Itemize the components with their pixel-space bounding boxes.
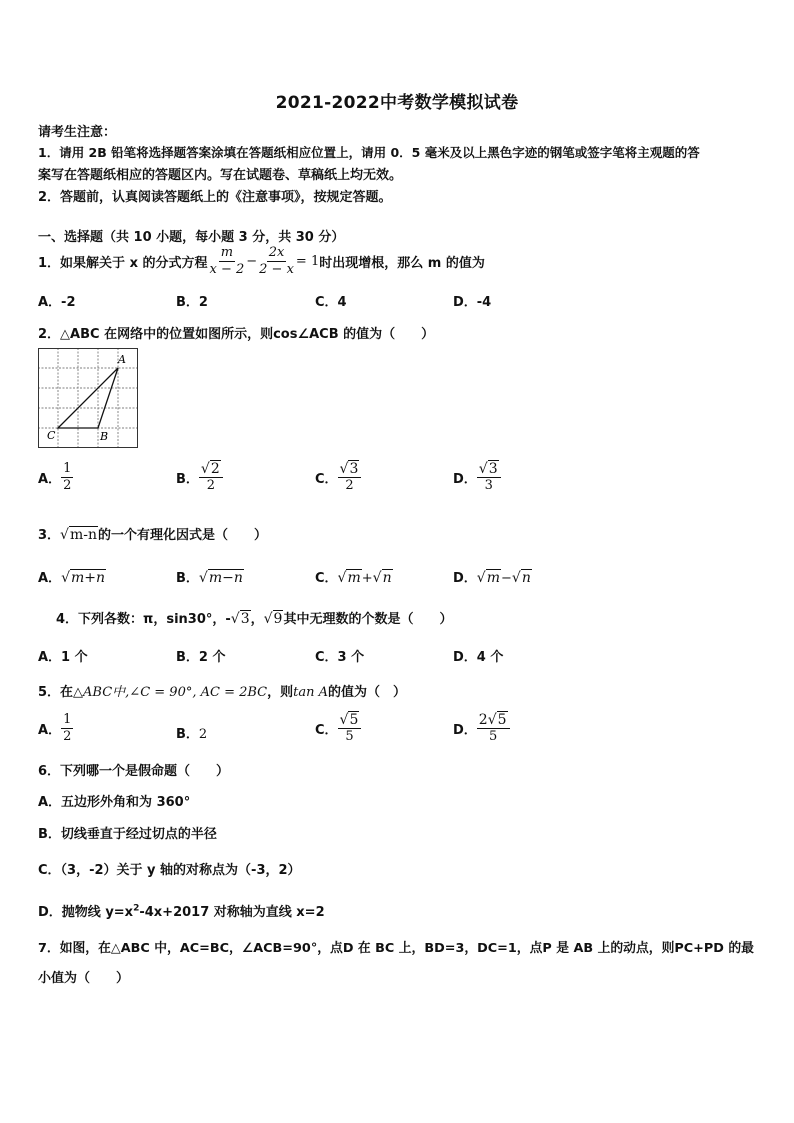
q6-stem: 6．下列哪一个是假命题（ ） — [38, 764, 230, 779]
q6-d-pre: D．抛物线 y=x — [38, 905, 134, 920]
q5-a-fraction — [61, 712, 73, 745]
q5-d-coef: 2 — [478, 712, 488, 728]
q2-d-num: √3 — [477, 461, 501, 478]
q4-radical-1: √3 — [230, 611, 250, 627]
q1-option-d[interactable]: D．-4 — [453, 295, 492, 310]
q4-option-a[interactable]: A．1 个 — [38, 650, 88, 665]
q5-b-value: 2 — [198, 727, 208, 742]
q3-prefix: 3． — [38, 528, 61, 543]
q5-d-num: 2√5 — [477, 712, 510, 729]
q2-c-fraction — [338, 461, 362, 494]
q5-d-fraction — [477, 712, 510, 745]
q3-suffix: 的一个有理化因式是（ ） — [98, 528, 268, 543]
label-b: B — [100, 430, 109, 443]
label-a: A — [118, 353, 126, 366]
triangle-abc — [58, 368, 118, 428]
q4-suffix: 其中无理数的个数是（ ） — [283, 612, 453, 627]
q1-f2-den: 2 − x — [259, 262, 294, 277]
q6-d-exponent: 2 — [133, 903, 140, 914]
q2-option-c[interactable] — [315, 461, 361, 494]
q5-c-den: 5 — [345, 729, 354, 744]
q5-mid: ，则 — [267, 685, 294, 700]
q2-c-den: 2 — [345, 478, 354, 493]
q2-b-num: √2 — [199, 461, 223, 478]
notice-line-1a: 1．请用 2B 铅笔将选择题答案涂填在答题纸相应位置上，请用 0．5 毫米及以上黑色字迹的钢笔或签字笔将主观题的答 — [38, 145, 700, 160]
q6-option-a[interactable]: A．五边形外角和为 360° — [38, 795, 191, 810]
q3-c-radical-1: √m — [337, 570, 361, 586]
q4-radical-2: √9 — [263, 611, 283, 627]
q3-radical: √m-n — [60, 527, 97, 543]
q3-b-label: B． — [176, 571, 199, 586]
q3-option-a[interactable] — [38, 567, 106, 586]
q6-option-d[interactable] — [38, 901, 325, 920]
q2-b-den: 2 — [206, 478, 215, 493]
q3-c-radicand-1: m — [347, 570, 361, 586]
q4-option-c[interactable]: C．3 个 — [315, 650, 365, 665]
q1-suffix: 时出现增根，那么 m 的值为 — [319, 256, 485, 271]
q6-option-c[interactable]: C．（3，-2）关于 y 轴的对称点为（-3，2） — [38, 863, 301, 878]
q3-d-radicand-2: n — [521, 570, 531, 586]
q1-f1-num: m — [220, 245, 234, 260]
q5-option-b[interactable] — [176, 723, 207, 742]
notice-heading: 请考生注意： — [38, 125, 117, 140]
q5-d-radicand: 5 — [497, 712, 507, 728]
q1-prefix: 1．如果解关于 x 的分式方程 — [38, 256, 208, 271]
notice-line-1b: 案写在答题纸相应的答题区内。写在试题卷、草稿纸上均无效。 — [38, 168, 403, 183]
q7-line-2: 小值为（ ） — [38, 971, 130, 986]
q5-math: △ABC中,∠C = 90°, AC = 2BC — [73, 685, 268, 700]
q3-c-label: C． — [315, 571, 338, 586]
q4-radicand-2: 9 — [273, 611, 283, 627]
q5-a-num: 1 — [63, 712, 72, 727]
q2-a-label: A． — [38, 472, 62, 487]
q5-c-fraction — [338, 712, 362, 745]
q1-fraction-2 — [257, 245, 296, 278]
q2-d-fraction — [477, 461, 501, 494]
section-heading: 一、选择题（共 10 小题，每小题 3 分，共 30 分） — [38, 230, 345, 245]
q1-option-c[interactable]: C．4 — [315, 295, 347, 310]
q2-d-den: 3 — [484, 478, 493, 493]
q4-option-b[interactable]: B．2 个 — [176, 650, 226, 665]
q7-line-1: 7．如图，在△ABC 中，AC=BC，∠ACB=90°，点D 在 BC 上，BD=3，DC=1，点P 是 AB 上的动点，则PC+PD 的最 — [38, 941, 754, 956]
q3-a-radicand: m+n — [70, 570, 106, 586]
q1-f2-num: 2x — [268, 245, 285, 260]
q2-d-label: D． — [453, 472, 477, 487]
q3-d-radicand-1: m — [486, 570, 500, 586]
q5-tan: tan A — [293, 685, 329, 700]
q5-option-a[interactable] — [38, 712, 73, 745]
grid-triangle-svg — [38, 348, 138, 448]
notice-line-2: 2．答题前，认真阅读答题纸上的《注意事项》，按规定答题。 — [38, 190, 392, 205]
q2-stem: 2．△ABC 在网络中的位置如图所示，则cos∠ACB 的值为（ ） — [38, 327, 435, 342]
q1-fraction-1 — [207, 245, 246, 278]
q1-option-b[interactable]: B．2 — [176, 295, 208, 310]
q3-d-label: D． — [453, 571, 477, 586]
q4-option-d[interactable]: D．4 个 — [453, 650, 504, 665]
q2-b-radicand: 2 — [210, 461, 220, 477]
q3-d-operator: − — [501, 571, 512, 586]
q2-c-num: √3 — [338, 461, 362, 478]
question-5 — [38, 681, 406, 700]
q3-option-c[interactable] — [315, 567, 393, 586]
q4-radicand-1: 3 — [240, 611, 250, 627]
q4-mid: ， — [250, 612, 264, 627]
q3-b-radical: √m−n — [198, 570, 243, 586]
q2-option-a[interactable] — [38, 461, 73, 494]
q3-d-radical-2: √n — [511, 570, 531, 586]
q2-d-radicand: 3 — [488, 461, 498, 477]
q3-b-radicand: m−n — [208, 570, 243, 586]
q3-d-radical-1: √m — [476, 570, 500, 586]
question-3 — [38, 524, 267, 543]
q1-option-a[interactable]: A．-2 — [38, 295, 76, 310]
q2-b-label: B． — [176, 472, 199, 487]
q5-b-label: B． — [176, 727, 199, 742]
q2-option-d[interactable] — [453, 461, 501, 494]
q3-option-b[interactable] — [176, 567, 244, 586]
q5-c-radicand: 5 — [349, 712, 359, 728]
q1-f1-den: x − 2 — [209, 262, 245, 277]
q1-equals: = 1 — [295, 254, 320, 269]
question-4 — [56, 608, 452, 627]
q5-a-label: A． — [38, 723, 62, 738]
q5-c-num: √5 — [338, 712, 362, 729]
q2-c-label: C． — [315, 472, 338, 487]
q5-prefix: 5．在 — [38, 685, 74, 700]
q5-option-d[interactable] — [453, 712, 510, 745]
q5-suffix: 的值为（ ） — [328, 685, 407, 700]
q3-option-d[interactable] — [453, 567, 532, 586]
q1-minus: − — [246, 254, 258, 269]
q2-c-radicand: 3 — [349, 461, 359, 477]
q2-a-den: 2 — [63, 478, 72, 493]
q3-a-radical: √m+n — [61, 570, 106, 586]
question-1 — [38, 245, 485, 278]
label-c: C — [47, 429, 56, 442]
q4-prefix: 4．下列各数：π，sin30°，- — [56, 612, 231, 627]
q5-c-label: C． — [315, 723, 338, 738]
q5-option-c[interactable] — [315, 712, 361, 745]
q6-option-b[interactable]: B．切线垂直于经过切点的半径 — [38, 827, 217, 842]
q2-b-fraction — [199, 461, 223, 494]
q2-option-b[interactable] — [176, 461, 223, 494]
q2-a-fraction — [61, 461, 73, 494]
q3-a-label: A． — [38, 571, 62, 586]
q3-c-radicand-2: n — [382, 570, 392, 586]
page-title: 2021-2022中考数学模拟试卷 — [275, 93, 519, 113]
q3-c-radical-2: √n — [372, 570, 392, 586]
q2-a-num: 1 — [63, 461, 72, 476]
q3-radicand: m-n — [69, 527, 97, 543]
q5-d-den: 5 — [489, 729, 498, 744]
q5-d-label: D． — [453, 723, 477, 738]
q2-grid-figure — [38, 348, 138, 452]
q5-a-den: 2 — [63, 729, 72, 744]
q6-d-post: -4x+2017 对称轴为直线 x=2 — [139, 905, 325, 920]
q3-c-operator: + — [361, 571, 373, 586]
